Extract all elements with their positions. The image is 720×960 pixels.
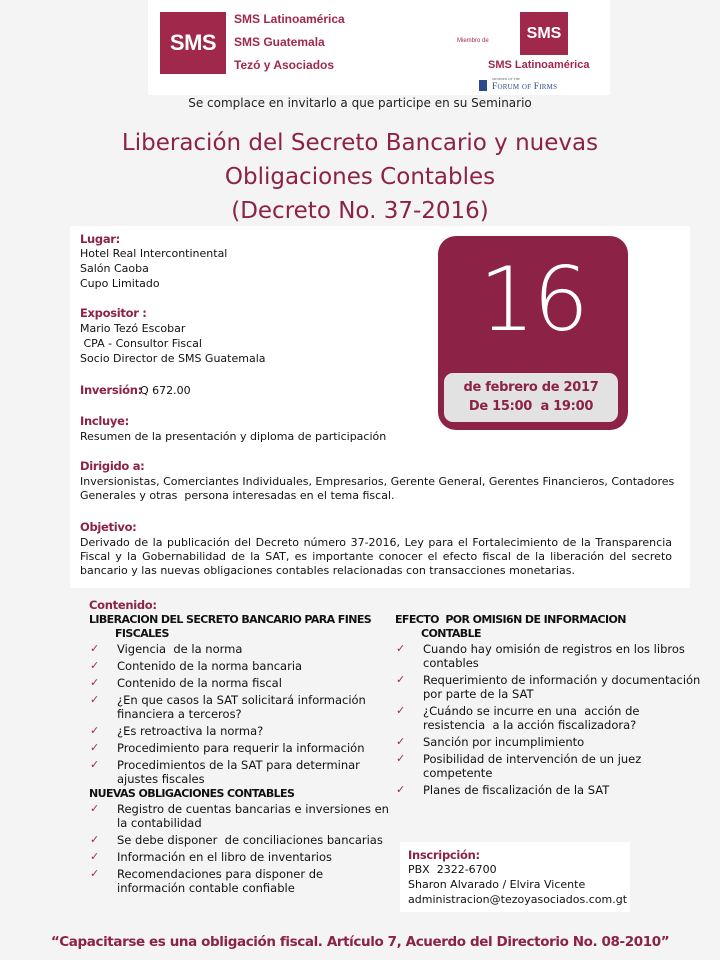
list-item: Procedimientos de la SAT para determinar	[117, 758, 360, 772]
list-item: información contable confiable	[117, 881, 295, 895]
dirigido-text	[80, 475, 675, 503]
incluye-label: Incluye:	[80, 414, 129, 428]
check-icon: ✓	[396, 704, 406, 717]
check-icon: ✓	[396, 673, 406, 686]
member-of-label: Miembro de	[457, 38, 489, 44]
expositor-line: CPA - Consultor Fiscal	[80, 337, 202, 350]
date-day: 16	[479, 248, 587, 351]
objetivo-text	[80, 536, 672, 578]
list-item: ¿En que casos la SAT solicitará información	[117, 693, 366, 707]
time-line: De 15:00 a 19:00	[468, 399, 594, 414]
check-icon: ✓	[90, 833, 100, 846]
section-heading: LIBERACION DEL SECRETO BANCARIO PARA FINES	[89, 613, 372, 626]
date-line: de febrero de 2017	[463, 380, 599, 395]
list-item: Procedimiento para requerir la información	[117, 741, 365, 755]
check-icon: ✓	[90, 850, 100, 863]
check-icon: ✓	[90, 867, 100, 880]
list-item: Sanción por incumplimiento	[423, 735, 585, 749]
sms-logo-mark: SMS	[169, 30, 217, 55]
list-item: ¿Cuándo se incurre en una acción de	[423, 704, 640, 718]
dirigido-line: Generales y otras persona interesadas en el tema fiscal.	[80, 489, 395, 502]
inversion-value: Q 672.00	[140, 384, 191, 397]
list-item: ajustes fiscales	[117, 772, 205, 786]
inscripcion-label: Inscripción:	[408, 848, 480, 862]
invite-text: Se complace en invitarlo a que participe en su Seminario	[188, 96, 532, 110]
forum-member-small: MEMBER OF THE	[492, 77, 521, 81]
list-item: Se debe disponer de conciliaciones bancarias	[117, 833, 383, 847]
title-line-3: (Decreto No. 37-2016)	[231, 198, 489, 224]
list-item: por parte de la SAT	[423, 687, 534, 701]
list-item: Registro de cuentas bancarias e inversiones en	[117, 802, 389, 816]
check-icon: ✓	[396, 642, 406, 655]
check-icon: ✓	[396, 735, 406, 748]
check-icon: ✓	[90, 659, 100, 672]
list-item: ¿Es retroactiva la norma?	[117, 724, 264, 738]
footer-quote: “Capacitarse es una obligación fiscal. Artículo 7, Acuerdo del Directorio No. 08-2010”	[50, 934, 670, 950]
sms-logo-right	[520, 12, 568, 55]
list-item: resistencia a la acción fiscalizadora?	[423, 718, 637, 732]
objetivo-line: Derivado de la publicación del Decreto número 37-2016, Ley para el Fortalecimiento de la Transparencia	[80, 536, 672, 549]
incluye-text: Resumen de la presentación y diploma de participación	[80, 430, 387, 443]
check-icon: ✓	[90, 642, 100, 655]
list-item: Requerimiento de información y documentación	[423, 673, 701, 687]
list-item: financiera a terceros?	[117, 707, 242, 721]
forum-of-firms-icon	[479, 80, 487, 91]
lugar-line: Cupo Limitado	[80, 277, 160, 290]
list-item: contables	[423, 656, 479, 670]
check-icon: ✓	[90, 758, 100, 771]
check-icon: ✓	[396, 752, 406, 765]
expositor-label: Expositor :	[80, 306, 147, 320]
lugar-label: Lugar:	[80, 232, 120, 246]
objetivo-line: bancario y las nuevas obligaciones contables relacionadas con transacciones monetarias.	[80, 564, 575, 577]
check-icon: ✓	[90, 693, 100, 706]
check-icon: ✓	[90, 802, 100, 815]
title-line-1: Liberación del Secreto Bancario y nuevas	[121, 130, 599, 156]
inscripcion-phone: PBX 2322-6700	[408, 863, 497, 876]
list-item: Planes de fiscalización de la SAT	[423, 783, 610, 797]
logo-line-tezo: Tezó y Asociados	[234, 58, 335, 72]
list-item: Contenido de la norma fiscal	[117, 676, 282, 690]
title-line-2: Obligaciones Contables	[224, 164, 496, 190]
logo-line-latinoamerica: SMS Latinoamérica	[234, 12, 345, 26]
section-heading: EFECTO POR OMISI6N DE INFORMACION	[395, 613, 626, 626]
lugar-line: Hotel Real Intercontinental	[80, 247, 228, 260]
check-icon: ✓	[90, 741, 100, 754]
logo-line-guatemala: SMS Guatemala	[234, 35, 325, 49]
inscripcion-email[interactable]: administracion@tezoyasociados.com.gt	[408, 893, 628, 906]
inscripcion-contacts: Sharon Alvarado / Elvira Vicente	[408, 878, 586, 891]
section-heading: CONTABLE	[421, 627, 481, 640]
list-item: Contenido de la norma bancaria	[117, 659, 303, 673]
list-item: Cuando hay omisión de registros en los libros	[423, 642, 685, 656]
expositor-line: Socio Director de SMS Guatemala	[80, 352, 266, 365]
inversion-label: Inversión:	[80, 383, 142, 397]
list-item: competente	[423, 766, 493, 780]
list-item: Vigencia de la norma	[117, 642, 243, 656]
objetivo-line: Fiscal y la Gobernabilidad de la SAT, es importante conocer el efecto fiscal de la liberación del secreto	[80, 550, 672, 563]
forum-of-firms-name: Forum of Firms	[492, 82, 558, 92]
check-icon: ✓	[90, 724, 100, 737]
check-icon: ✓	[90, 676, 100, 689]
contenido-label: Contenido:	[89, 598, 157, 612]
list-item: Información en el libro de inventarios	[117, 850, 333, 864]
objetivo-label: Objetivo:	[80, 520, 137, 534]
lugar-line: Salón Caoba	[80, 262, 149, 275]
sms-logo-right-mark: SMS	[526, 24, 562, 42]
list-item: la contabilidad	[117, 816, 202, 830]
dirigido-label: Dirigido a:	[80, 459, 145, 473]
dirigido-line: Inversionistas, Comerciantes Individuales, Empresarios, Gerente General, Gerentes Financieros, Contadores	[80, 475, 675, 488]
check-icon: ✓	[396, 783, 406, 796]
list-item: Posibilidad de intervención de un juez	[423, 752, 642, 766]
expositor-line: Mario Tezó Escobar	[80, 322, 186, 335]
list-item: Recomendaciones para disponer de	[117, 867, 324, 881]
section-heading: FISCALES	[115, 627, 169, 640]
sms-latinoamerica-label: SMS Latinoamérica	[488, 59, 590, 71]
sms-logo-left	[160, 12, 226, 74]
section-heading: NUEVAS OBLIGACIONES CONTABLES	[89, 787, 295, 800]
